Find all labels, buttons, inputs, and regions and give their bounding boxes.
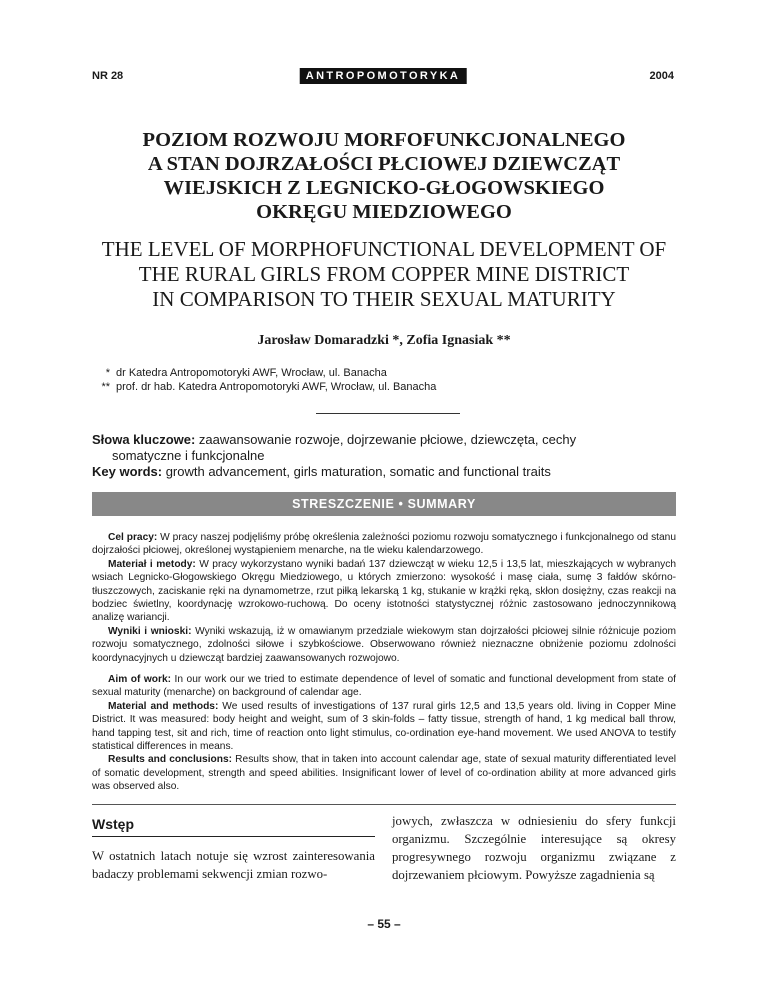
- title-english: [92, 237, 676, 312]
- keywords-english-text: growth advancement, girls maturation, somatic and functional traits: [162, 464, 551, 479]
- abstract-paragraph: [92, 625, 676, 665]
- title-polish-line: WIEJSKICH Z LEGNICKO-GŁOGOWSKIEGO: [163, 177, 605, 199]
- running-header: [92, 68, 674, 88]
- abstract-text: In our work our we tried to estimate dependence of level of somatic and functional development from state of sexual maturity (menarche) on background of calendar age.: [92, 674, 676, 699]
- abstract-english: [92, 673, 676, 794]
- keywords-english-label: Key words:: [92, 464, 163, 479]
- title-english-line: IN COMPARISON TO THEIR SEXUAL MATURITY: [152, 287, 616, 311]
- abstract-text: Results show, that in taken into account calendar age, state of sexual maturity differentiated level of somatic development, strength and speed abilities. Insignificant lower of level of co-ordination ability at more advanced girls was observed also.: [92, 754, 676, 793]
- authors: Jarosław Domaradzki *, Zofia Ignasiak **: [257, 333, 511, 348]
- abstract-polish: [92, 531, 676, 665]
- abstract-text: We used results of investigations of 137 rural girls 12,5 and 13,5 years old. living in Copper Mine District. It was measured: body height and weight, sum of 3 skin-folds – fatty tissue, strength of hand, 1 kg medical ball throw, hand tapping test, sit and rich, time of reaction onto light stimulus, co-ordination eye-hand movement. We used ANOVA to testify statistical differences in means.: [92, 700, 676, 753]
- keywords-block: [92, 432, 676, 480]
- abstract-paragraph: [92, 531, 676, 558]
- section-heading: Wstęp: [92, 816, 134, 832]
- abstract-label: Results and conclusions:: [108, 754, 233, 766]
- summary-banner: STRESZCZENIE • SUMMARY: [92, 492, 676, 516]
- abstract-label: Materiał i metody:: [108, 558, 196, 570]
- body-text-left-column: W ostatnich latach notuje się wzrost zainteresowania badaczy problemami sekwencji zmian rozwo-: [92, 849, 375, 881]
- separator-rule: [316, 413, 460, 414]
- abstract-text: W pracy wykorzystano wyniki badań 137 dziewcząt w wieku 12,5 i 13,5 lat, mieszkających w wybranych wsiach Legnicko-Głogowskiego Okręgu Miedziowego, u których zmierzono: wysokość i masę ciała, sumę 3 fałdów skórno-tłuszczowych, zaciskanie ręki na dynamometrze, rzut piłką lekarską 1 kg, stukanie w krążki ręką, skłon dosiężny, czas reakcji na bodziec świetlny, koordynację wzrokowo-ruchową. Do oceny istotności statystycznej różnic zastosowano jednoczynnikową analizę wariancji.: [92, 558, 676, 624]
- keywords-polish: [92, 432, 676, 448]
- affiliation-text: prof. dr hab. Katedra Antropomotoryki AWF, Wrocław, ul. Banacha: [116, 381, 437, 393]
- abstract-paragraph: [92, 558, 676, 625]
- affiliation-mark: **: [101, 381, 110, 393]
- journal-name: ANTROPOMOTORYKA: [300, 68, 467, 84]
- title-polish-line: OKRĘGU MIEDZIOWEGO: [256, 201, 512, 223]
- page-number: – 55 –: [367, 917, 401, 931]
- issue-number: NR 28: [92, 70, 124, 82]
- abstract-paragraph: [92, 700, 676, 754]
- keywords-polish-continued: somatyczne i funkcjonalne: [112, 448, 265, 463]
- keywords-english: [92, 464, 676, 480]
- section-divider: [92, 804, 676, 805]
- affiliation-mark: *: [105, 367, 110, 379]
- affiliation-text: dr Katedra Antropomotoryki AWF, Wrocław, ul. Banacha: [116, 367, 387, 379]
- publication-year: 2004: [649, 70, 674, 82]
- abstract-text: W pracy naszej podjęliśmy próbę określenia zależności poziomu rozwoju somatycznego i funkcjonalnego od stanu dojrzałości płciowej, określonej wystąpieniem menarche, na tle wieku kalendarzowego.: [92, 532, 677, 557]
- abstract-text: Wyniki wskazują, iż w omawianym przedziale wiekowym stan dojrzałości płciowej silnie różnicuje poziom rozwoju somatycznego, zdolności siłowe i szybkościowe. Obserwowano również nieznaczne obniżenie poziomu zdolności koordynacyjnych u dziewcząt bardziej zaawansowanych rozwojowo.: [92, 625, 676, 664]
- keywords-polish-label: Słowa kluczowe:: [92, 432, 196, 447]
- title-polish-line: POZIOM ROZWOJU MORFOFUNKCJONALNEGO: [142, 129, 626, 151]
- abstract-label: Aim of work:: [108, 674, 172, 685]
- abstract-paragraph: [92, 673, 676, 700]
- abstract-label: Material and methods:: [108, 700, 219, 712]
- abstract-label: Wyniki i wnioski:: [108, 625, 192, 637]
- affiliation-1: [92, 367, 676, 379]
- title-polish: [92, 128, 676, 224]
- title-polish-line: A STAN DOJRZAŁOŚCI PŁCIOWEJ DZIEWCZĄT: [147, 153, 621, 175]
- title-english-line: THE LEVEL OF MORPHOFUNCTIONAL DEVELOPMENT OF: [101, 237, 667, 261]
- abstract-paragraph: [92, 753, 676, 793]
- body-text-right-column: jowych, zwłaszcza w odniesieniu do sfery funkcji organizmu. Szczególnie interesujące są okresy progresywnego rozwoju organizmu związane z dojrzewaniem płciowym. Powyższe zagadnienia są: [392, 814, 676, 882]
- abstract-label: Cel pracy:: [108, 532, 158, 543]
- section-heading-rule: [92, 836, 375, 837]
- title-english-line: THE RURAL GIRLS FROM COPPER MINE DISTRICT: [138, 262, 630, 286]
- affiliation-2: [92, 381, 676, 393]
- keywords-polish-text: zaawansowanie rozwoje, dojrzewanie płciowe, dziewczęta, cechy: [195, 432, 577, 447]
